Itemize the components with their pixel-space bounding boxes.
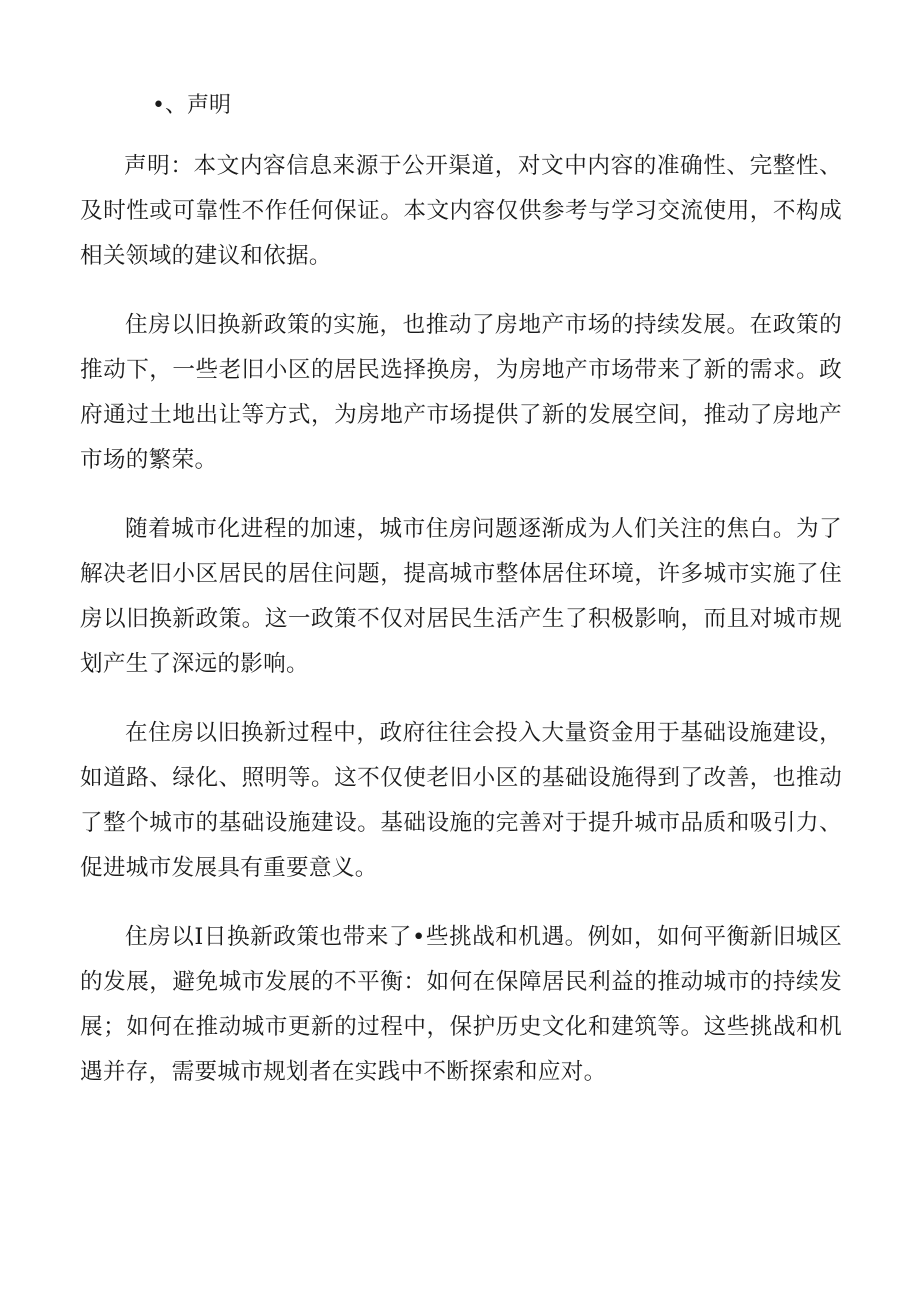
paragraph-real-estate-market: 住房以旧换新政策的实施，也推动了房地产市场的持续发展。在政策的推动下，一些老旧小区的居民选择换房，为房地产市场带来了新的需求。政府通过土地出让等方式，为房地产市场提供了新的发展空间，推动了房地产市场的繁荣。: [80, 312, 842, 473]
paragraph-challenges: 住房以I日换新政策也带来了•些挑战和机遇。例如，如何平衡新旧城区的发展，避免城市发展的不平衡：如何在保障居民利益的推动城市的持续发展；如何在推动城市更新的过程中，保护历史文化和建筑等。这些挑战和机遇并存，需要城市规划者在实践中不断探索和应对。: [80, 924, 842, 1085]
paragraph-disclaimer: 声明：本文内容信息来源于公开渠道，对文中内容的准确性、完整性、及时性或可靠性不作任何保证。本文内容仅供参考与学习交流使用，不构成相关领域的建议和依据。: [80, 153, 842, 269]
paragraph-infrastructure: 在住房以旧换新过程中，政府往往会投入大量资金用于基础设施建设，如道路、绿化、照明等。这不仅使老旧小区的基础设施得到了改善，也推动了整个城市的基础设施建设。基础设施的完善对于提升城市品质和吸引力、促进城市发展具有重要意义。: [80, 720, 842, 881]
document-body: [80, 144, 842, 1119]
section-heading: •、声明: [152, 93, 231, 118]
paragraph-urbanization: 随着城市化进程的加速，城市住房问题逐渐成为人们关注的焦白。为了解决老旧小区居民的居住问题，提高城市整体居住环境，许多城市实施了住房以旧换新政策。这一政策不仅对居民生活产生了积极影响，而且对城市规划产生了深远的影响。: [80, 516, 842, 677]
